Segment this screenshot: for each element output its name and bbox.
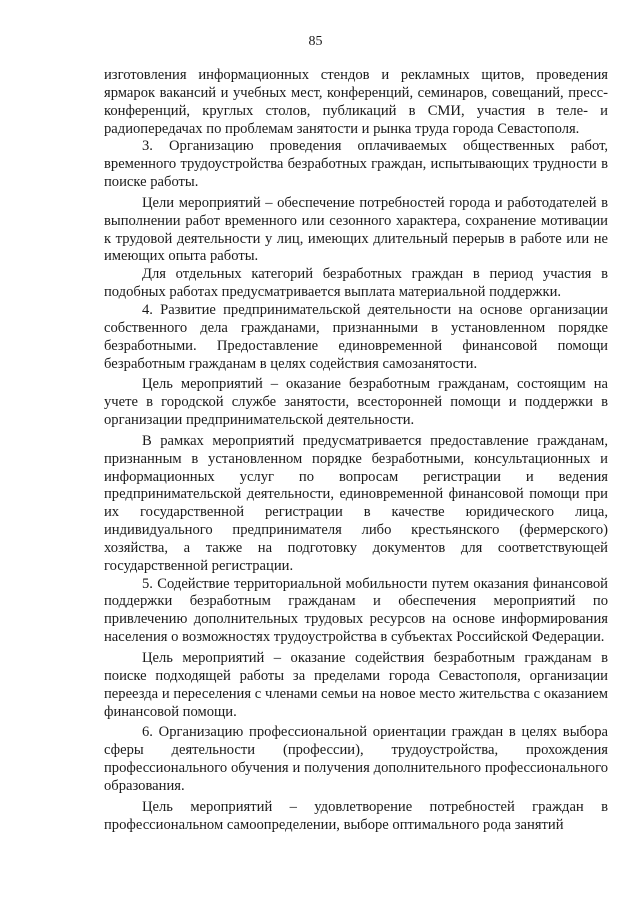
paragraph-goal-item-5: Цель мероприятий – оказание содействия безработным гражданам в поиске подходящей работы за пределами города Севастополя, организации переезда и переселения с членами семьи на новое место жительства с оказанием финансовой помощи. [104,650,608,720]
paragraph-item-6: 6. Организацию профессиональной ориентации граждан в целях выбора сферы деятельности (профессии), трудоустройства, прохождения профессионального обучения и получения дополнительного профессионального образования. [104,724,608,794]
paragraph-item-3: 3. Организацию проведения оплачиваемых общественных работ, временного трудоустройства безработных граждан, испытывающих трудности в поиске работы. [104,138,608,191]
paragraph-goal-item-6: Цель мероприятий – удовлетворение потребностей граждан в профессиональном самоопределении, выборе оптимального рода занятий [104,798,608,833]
document-body [104,67,608,834]
paragraph-material-support: Для отдельных категорий безработных граждан в период участия в подобных работах предусматривается выплата материальной поддержки. [104,266,608,301]
paragraph-item-5: 5. Содействие территориальной мобильности путем оказания финансовой поддержки безработным гражданам и обеспечения мероприятий по привлечению дополнительных трудовых ресурсов на основе информирования населения о возможностях трудоустройства в субъектах Российской Федерации. [104,575,608,646]
paragraph-goals-item-3: Цели мероприятий – обеспечение потребностей города и работодателей в выполнении работ временного или сезонного характера, сохранение мотивации к трудовой деятельности у лиц, имеющих длительный перерыв в работе или не имеющих опыта работы. [104,194,608,265]
page-number: 85 [308,34,323,49]
paragraph-continued: изготовления информационных стендов и рекламных щитов, проведения ярмарок вакансий и учебных мест, конференций, семинаров, совещаний, пресс-конференций, круглых столов, публикаций в СМИ, участия в теле- и радиопередачах по проблемам занятости и рынка труда города Севастополя. [104,67,608,137]
paragraph-goal-item-4: Цель мероприятий – оказание безработным гражданам, состоящим на учете в городской службе занятости, всесторонней помощи и поддержки в организации предпринимательской деятельности. [104,376,608,429]
paragraph-framework-item-4: В рамках мероприятий предусматривается предоставление гражданам, признанным в установленном порядке безработными, консультационных и информационных услуг по вопросам регистрации и ведения предпринимательской деятельности, единовременной финансовой помощи при их государственной регистрации в качестве юридического лица, индивидуального предпринимателя либо крестьянского (фермерского) хозяйства, а также на подготовку документов для соответствующей государственной регистрации. [104,432,608,574]
paragraph-item-4: 4. Развитие предпринимательской деятельности на основе организации собственного дела гражданами, признанными в установленном порядке безработными. Предоставление единовременной финансовой помощи безработным гражданам в целях содействия самозанятости. [104,301,608,372]
